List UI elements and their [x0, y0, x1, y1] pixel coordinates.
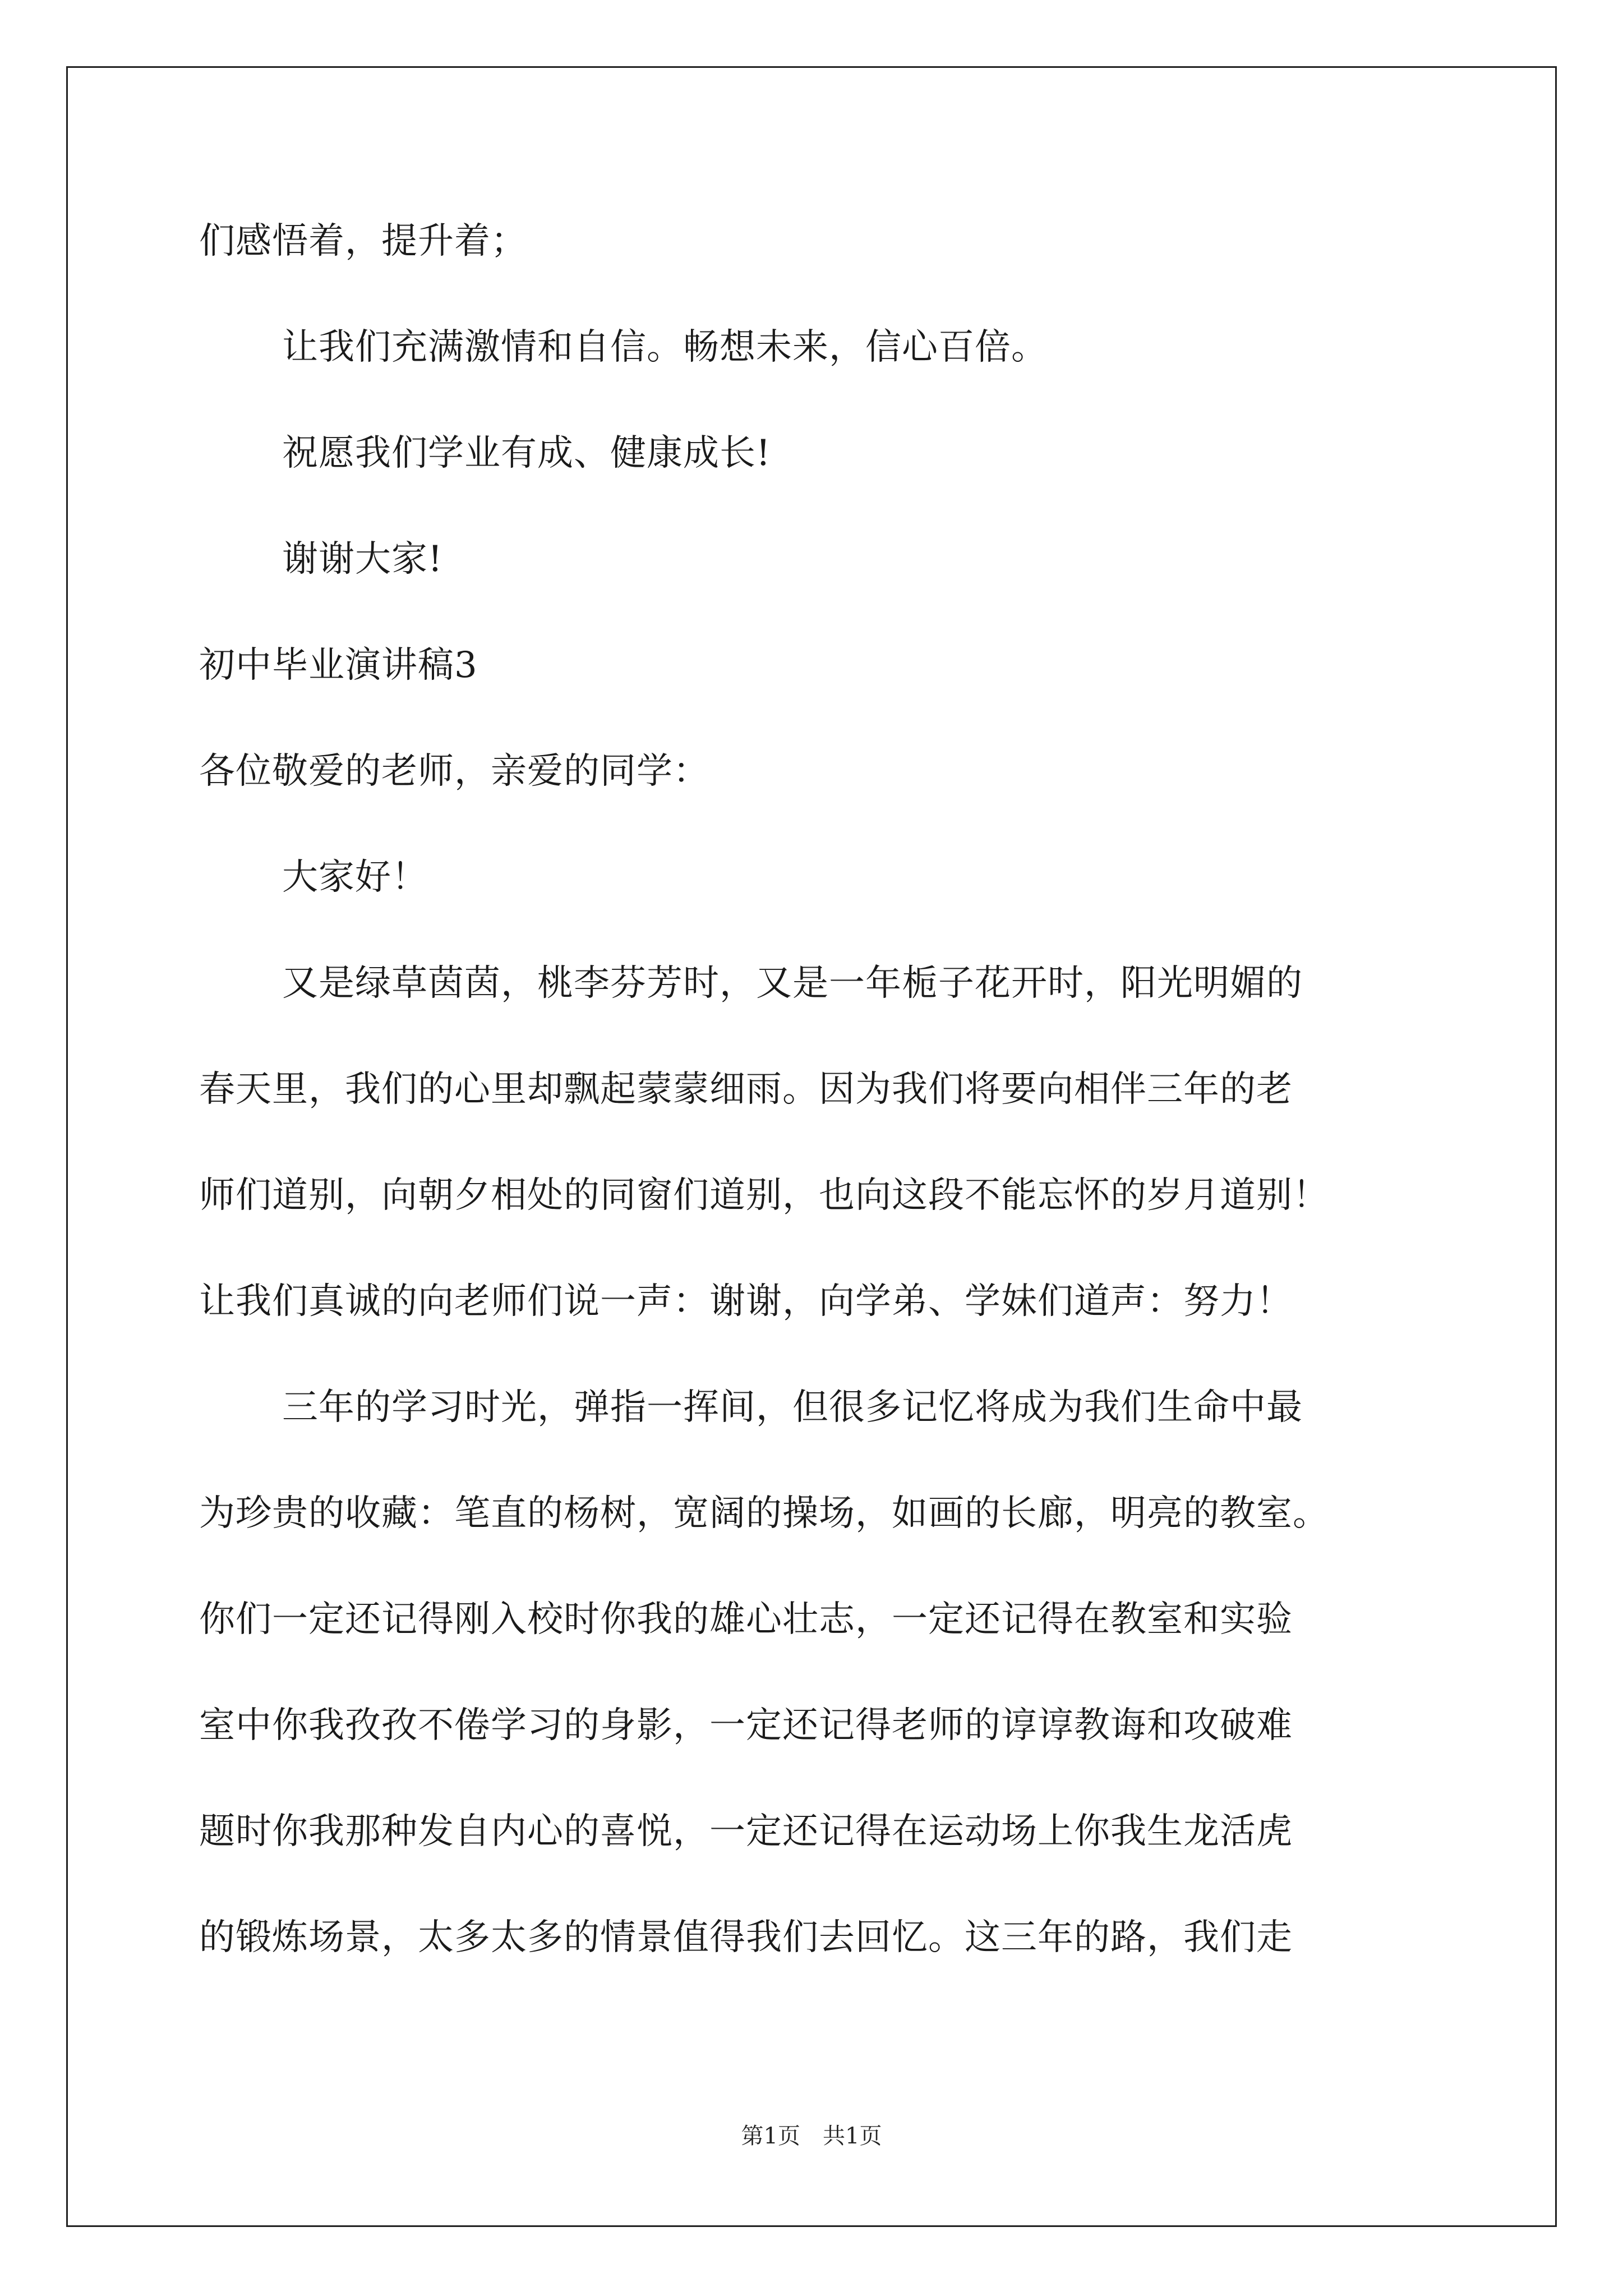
- text-line: 又是绿草茵茵，桃李芬芳时，又是一年栀子花开时，阳光明媚的: [282, 963, 1303, 1004]
- text-line: 让我们充满激情和自信。畅想未来，信心百倍。: [282, 326, 1048, 368]
- text-line: 祝愿我们学业有成、健康成长!: [282, 432, 771, 474]
- salutation: 各位敬爱的老师，亲爱的同学：: [199, 751, 709, 792]
- text-line: 的锻炼场景，太多太多的情景值得我们去回忆。这三年的路，我们走: [199, 1917, 1293, 1958]
- page-border: [66, 66, 1557, 2227]
- section-heading: 初中毕业演讲稿3: [199, 645, 478, 686]
- text-line: 室中你我孜孜不倦学习的身影，一定还记得老师的谆谆教诲和攻破难: [199, 1705, 1293, 1746]
- text-line: 三年的学习时光，弹指一挥间，但很多记忆将成为我们生命中最: [282, 1387, 1303, 1428]
- text-line: 为珍贵的收藏：笔直的杨树，宽阔的操场，如画的长廊，明亮的教室。: [199, 1493, 1329, 1534]
- text-line: 谢谢大家!: [282, 539, 443, 580]
- text-line: 让我们真诚的向老师们说一声：谢谢，向学弟、学妹们道声：努力！: [199, 1281, 1293, 1322]
- text-line: 你们一定还记得刚入校时你我的雄心壮志，一定还记得在教室和实验: [199, 1599, 1293, 1640]
- greeting: 大家好！: [282, 857, 428, 898]
- text-line: 题时你我那种发自内心的喜悦，一定还记得在运动场上你我生龙活虎: [199, 1811, 1293, 1852]
- text-line: 师们道别，向朝夕相处的同窗们道别，也向这段不能忘怀的岁月道别！: [199, 1175, 1329, 1216]
- text-line: 春天里，我们的心里却飘起蒙蒙细雨。因为我们将要向相伴三年的老: [199, 1069, 1293, 1110]
- text-line: 们感悟着，提升着；: [199, 220, 527, 262]
- page-number: 第1页 共1页: [741, 2123, 882, 2149]
